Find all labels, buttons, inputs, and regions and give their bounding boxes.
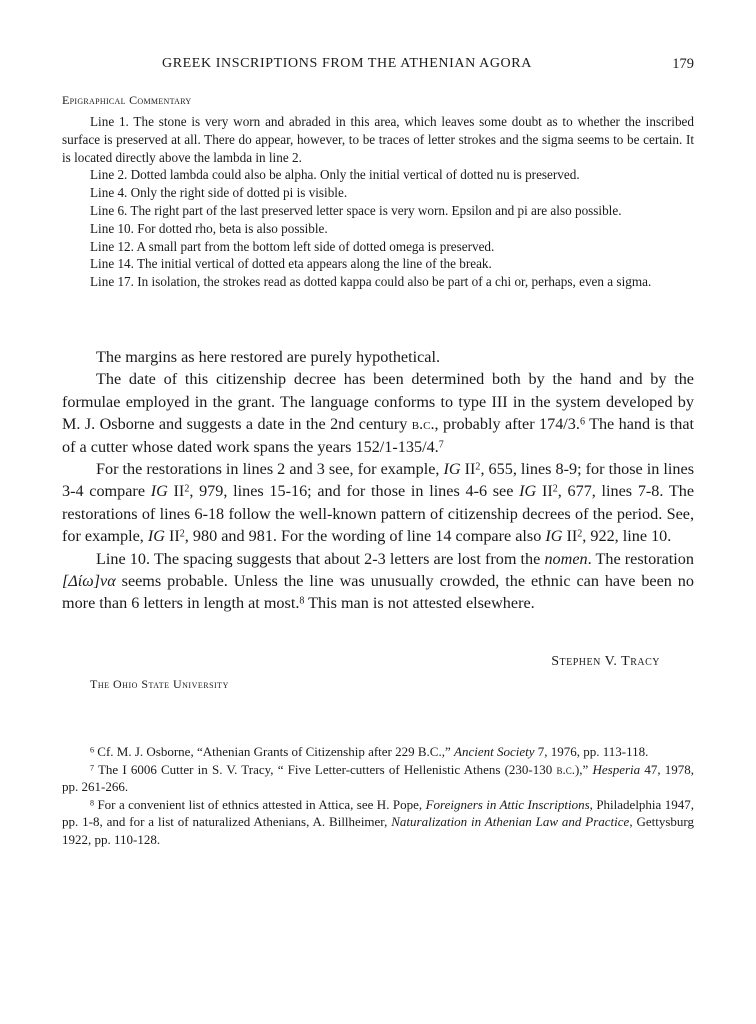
commentary-entry: Line 4. Only the right side of dotted pi is visible. [90, 185, 348, 201]
footnotes [62, 743, 694, 849]
footnote-7: $^7$ The I 6006 Cutter in S. V. Tracy, “ Five Letter-cutters of Hellenistic Athens (230-130 b.c.),” Hesperia 47, 1978, pp. 261-266. [62, 761, 694, 795]
commentary-entry: Line 2. Dotted lambda could also be alpha. Only the initial vertical of dotted nu is preserved. [90, 167, 580, 183]
commentary-entry: Line 17. In isolation, the strokes read as dotted kappa could also be part of a chi or, perhaps, even a sigma. [90, 274, 652, 290]
commentary-heading: Epigraphical Commentary [62, 93, 192, 107]
main-text [62, 346, 694, 615]
page-number: 179 [672, 56, 694, 72]
greek-restoration: [Δίω]να [62, 572, 116, 591]
running-title: GREEK INSCRIPTIONS FROM THE ATHENIAN AGORA [162, 56, 532, 71]
commentary-entry: Line 10. For dotted rho, beta is also possible. [90, 220, 328, 236]
page-header [62, 56, 694, 78]
paragraph-line-10: Line 10. The spacing suggests that about 2-3 letters are lost from the nomen. The restoration [Δίω]να seems probable. Unless the line was unusually crowded, the ethnic can have been no more than 6 letters in length at most.$^8$ This man is not attested elsewhere. [62, 549, 694, 613]
footnote-6: $^6$ Cf. M. J. Osborne, “Athenian Grants of Citizenship after 229 B.C.,” Ancient Society 7, 1976, pp. 113-118. [90, 744, 649, 759]
footnote-ref-6: 6 [579, 416, 585, 428]
footnote-ref-7: 7 [438, 439, 444, 451]
epigraphical-commentary [62, 113, 694, 291]
commentary-entry: Line 1. The stone is very worn and abraded in this area, which leaves some doubt as to whether the inscribed surface is preserved at all. There do appear, however, to be traces of letter strokes and the sigma seems to be certain. It is located directly above the lambda in line 2. [62, 114, 694, 165]
author-signature: Stephen V. Tracy [551, 654, 660, 669]
paragraph-margins: The margins as here restored are purely hypothetical. [96, 348, 440, 366]
paragraph-date: The date of this citizenship decree has been determined both by the hand and by the formulae employed in the grant. The language conforms to type III in the system developed by M. J. Osborne and suggests a date in the 2nd century b.c., probably after 174/3.$^6$ The hand is that of a cutter whose dated work spans the years 152/1-135/4.$^7$ [62, 370, 695, 456]
commentary-entry: Line 14. The initial vertical of dotted eta appears along the line of the break. [90, 256, 492, 272]
paragraph-restorations: For the restorations in lines 2 and 3 see, for example, IG $II^2$, 655, lines 8-9; for those in lines 3-4 compare IG $II^2$, 979, lines 15-16; and for those in lines 4-6 see IG $II^2$, 677, lines 7-8. The restorations of lines 6-18 follow the well-known pattern of citizenship decrees of the period. See, for example, IG $II^2$, 980 and 981. For the wording of line 14 compare also IG $II^2$, 922, line 10. [62, 460, 695, 546]
footnote-ref-8: 8 [299, 595, 305, 607]
commentary-entry: Line 12. A small part from the bottom left side of dotted omega is preserved. [90, 238, 495, 254]
author-affiliation: The Ohio State University [90, 677, 229, 691]
commentary-entry: Line 6. The right part of the last preserved letter space is very worn. Epsilon and pi are also possible. [90, 202, 622, 218]
footnote-8: $^8$ For a convenient list of ethnics attested in Attica, see H. Pope, Foreigners in Attic Inscriptions, Philadelphia 1947, pp. 1-8, and for a list of naturalized Athenians, A. Billheimer, Naturalization in Athenian Law and Practice, Gettysburg 1922, pp. 110-128. [62, 796, 694, 847]
